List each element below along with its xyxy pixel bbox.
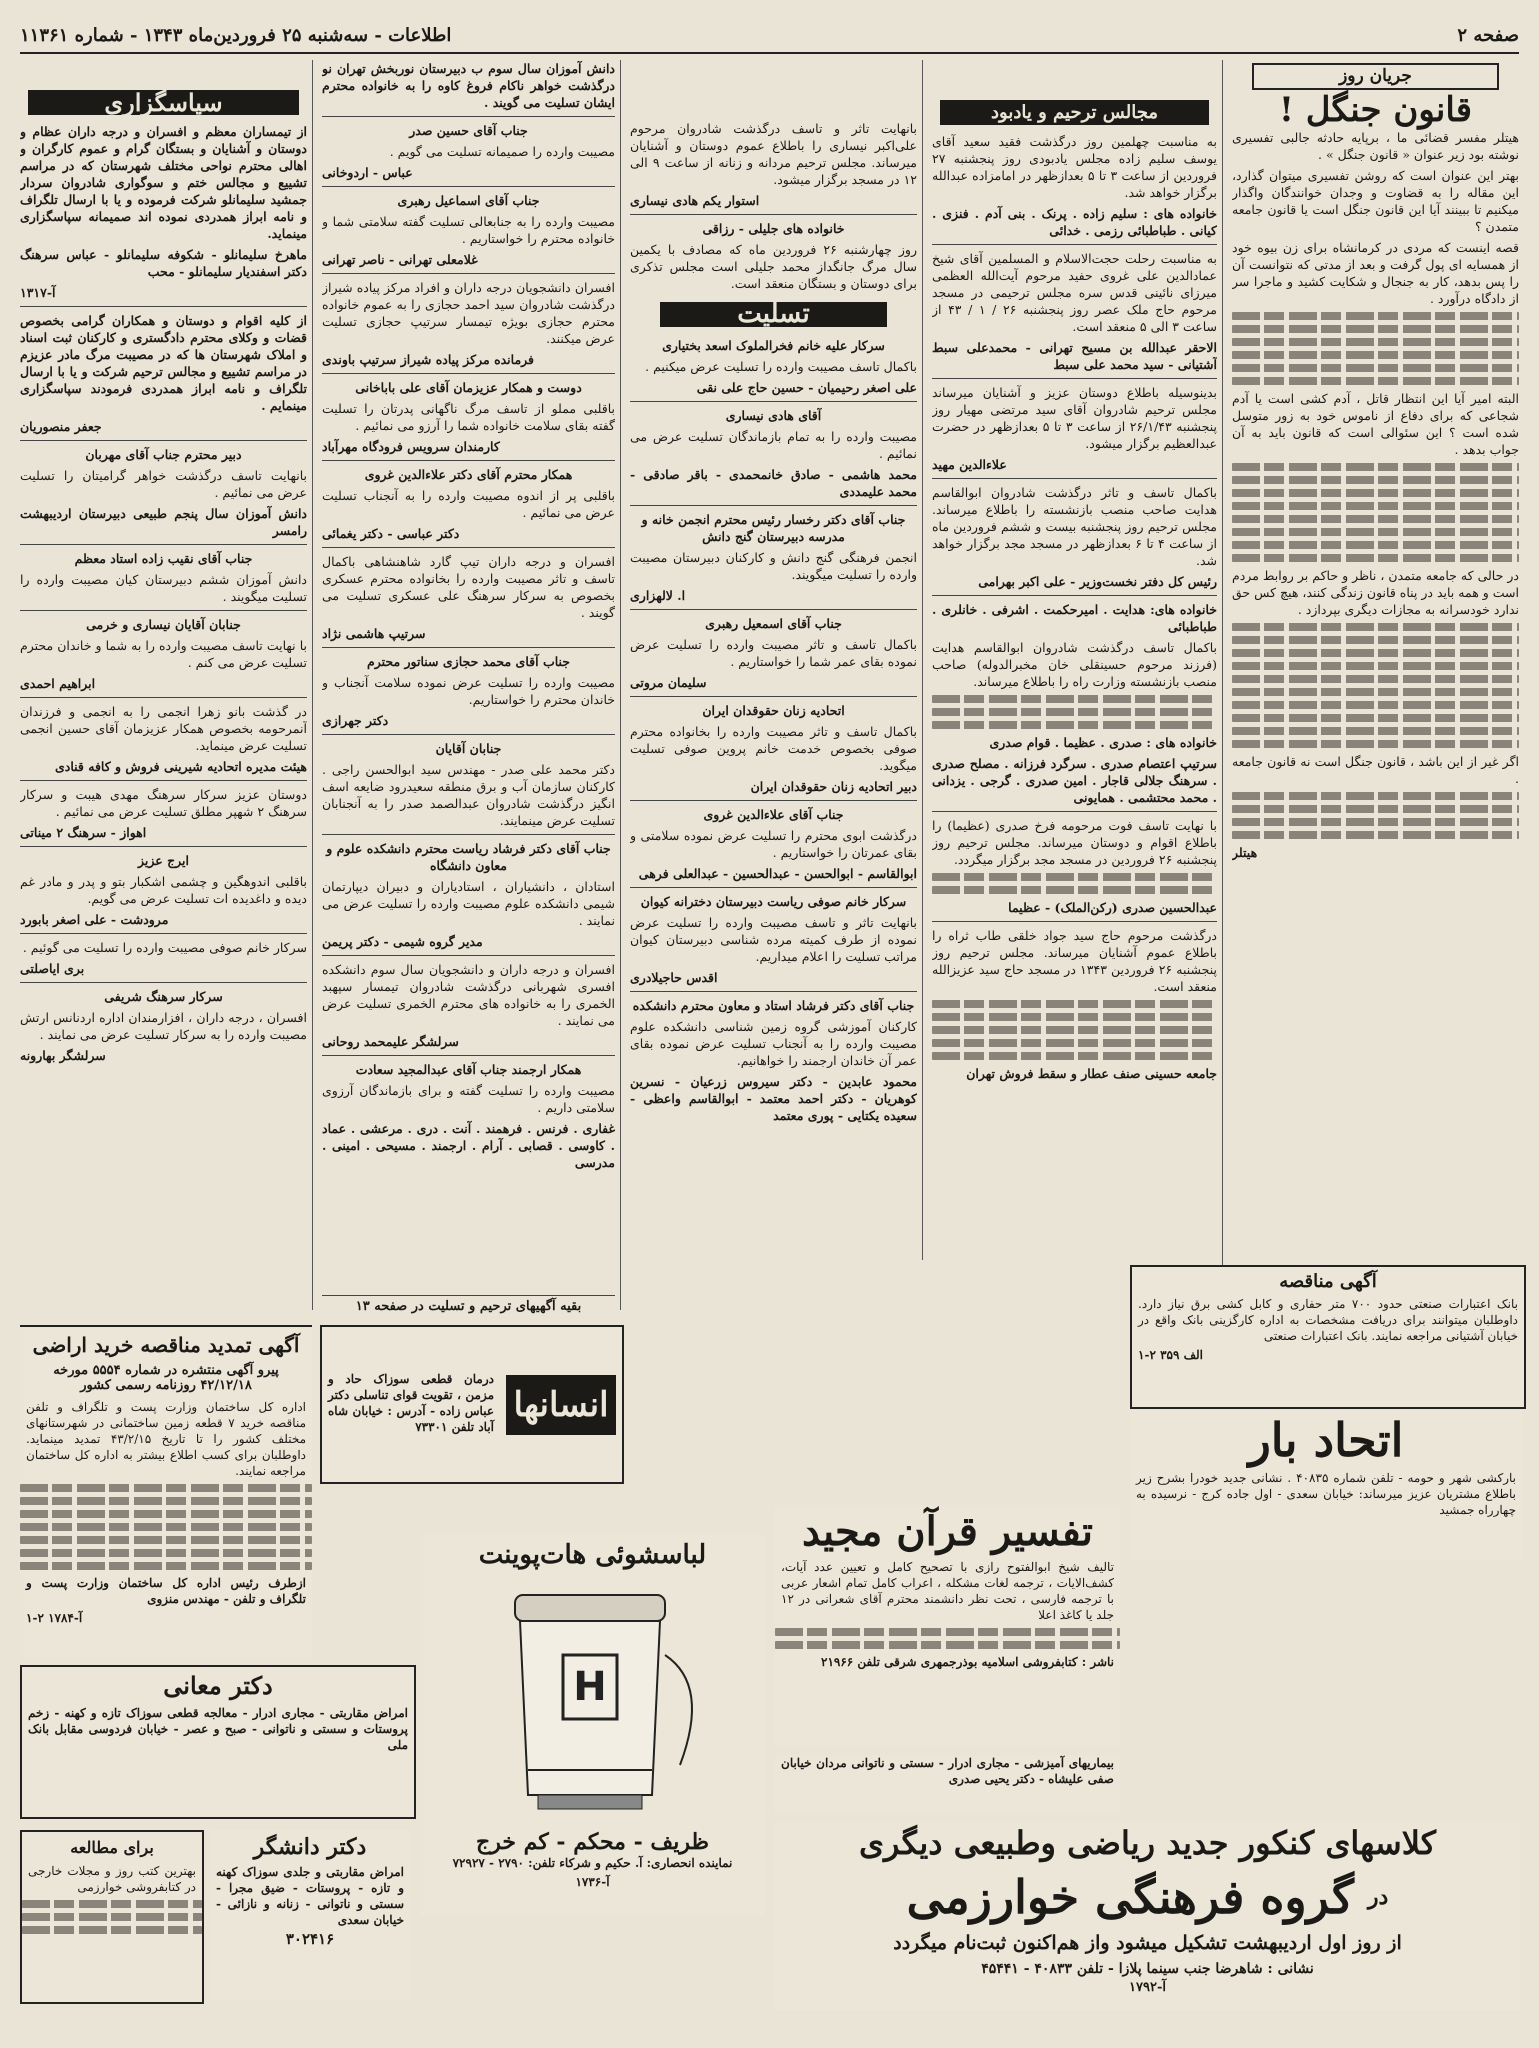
notice-heading: سرکار علیه خانم فخرالملوک اسعد بختیاری [662,338,885,353]
article-paragraph: قصه اینست که مردی در کرمانشاه برای زن بیوه خود از همسایه ای پول گرفت و بعد از مدتی که نتوانست آن را پس بدهد، کار به جنجال و شکایت کشید و ماجرا سر از دادگاه درآورد . [1232,240,1519,306]
notice-heading: جناب آقای دکتر فرشاد ریاست محترم دانشکده علوم و معاون دانشگاه [326,841,611,873]
ad-body: بیماریهای آمیزشی - مجاری ادرار - سستی و ناتوانی مردان خیابان صفی علیشاه - دکتر یحیی صدری [781,1756,1114,1786]
notice-text: باکمال تاسف و تاثر درگذشت شادروان ابوالقاسم هدایت صاحب منصب بازنشسته را باطلاع میرساند. مجلس ترحیم روز پنجشنبه بیست و ششم فروردین ماه از ساعت ۴ تا ۶ بعدازظهر در مسجد مجد برگزار خواهد شد. [932,485,1217,568]
ad-body: تالیف شیخ ابوالفتوح رازی با تصحیح کامل و تعیین عدد آیات، کشف‌الایات ، ترجمه لغات مشکله ، اعراب کامل تمام اشعار عربی با ترجمه فارسی ، تحت نظر دانشمند محترم آقای شعرانی در ۱۲ جلد یا کاغذ اعلا [781,1560,1114,1622]
washing-machine-icon [420,1575,765,1825]
notice-text: باقلبی پر از اندوه مصیبت وارده را به آنجناب تسلیت عرض می نمائیم . [322,488,615,520]
notice-text: باقلبی اندوهگین و چشمی اشکبار بتو و پدر و مادر غم دیده و داغدیده ات تسلیت عرض می گویم. [20,874,307,906]
ad-headline: کلاسهای کنکور جدید ریاضی وطبیعی دیگری [858,1824,1437,1862]
notice-signers: مدیر گروه شیمی - دکتر پریمن [322,934,483,949]
ad-body: امراض مقاربتی - مجاری ادرار - معالجه قطعی سوزاک تازه و کهنه - زخم پروستات و سستی و ناتوانی - صبح و عصر - خیابان فردوسی مقابل بانک ملی [28,1706,408,1752]
ad-publisher: ناشر : کتابفروشی اسلامیه بوذرجمهری شرقی تلفن ۲۱۹۶۶ [821,1655,1114,1669]
notice-text: دکتر محمد علی صدر - مهندس سید ابوالحسن راجی . کارکنان سازمان آب و برق منطقه سعیدرود ضایعه اسف انگیز درگذشت شادروان عبدالصمد صدر را به آنجنابان تسلیت عرض مینمایند. [322,762,615,828]
masthead-date: اطلاعات - سه‌شنبه ۲۵ فروردین‌ماه ۱۳۴۳ - شماره ۱۱۳۶۱ [20,24,452,46]
ad-code: الف ۳۵۹ ۲-۱ [1138,1348,1204,1362]
notice-signers: خانواده های: هدایت . امیرحکمت . اشرفی . خانلری . طباطبائی [932,602,1217,634]
page-number: صفحه ۲ [1457,24,1519,46]
column-taslit-2 [322,60,615,1285]
notice-signers: خانواده های : صدری . عظیما . قوام صدری [989,735,1217,750]
column-rule [312,60,313,1310]
notice-signers: کارمندان سرویس فرودگاه مهرآباد [322,439,500,454]
ad-code: آ-۱۷۸۴ ۲-۱ [26,1611,83,1625]
notice-heading: جناب آقای دکتر فرشاد استاد و معاون محترم دانشکده [632,998,915,1013]
notice-signers: غفاری . فرنس . فرهمند . آنت . دری . مرعشی . عماد . کاوسی . قصابی . آرام . ارجمند . مسیحی . امینی . مدرسی [322,1121,615,1170]
hotpoint-washer-ad [420,1535,765,1915]
notice-signers: خانواده های : سلیم زاده . پرنک . بنی آدم . فنزی . کیانی . طباطبائی رزمی . خدائی [932,206,1217,238]
notice-text: افسران ، درجه داران ، افزارمندان اداره اردنانس ارتش مصیبت وارده را به سرکار تسلیت عرض می نمایند . [20,1010,307,1042]
notice-signers: سرتیپ اعتصام صدری . سرگرد فرزانه . مصلح صدری . سرهنگ جلالی قاجار . امین صدری . گرجی . یزدانی . محمد محتشمی . همایونی [932,756,1217,805]
ad-title: برای مطالعه [70,1838,154,1857]
notice-heading: جناب آقای اسماعیل رهبری [397,193,540,208]
notice-heading: ایرج عزیز [137,853,189,868]
notice-heading: جناب آقای اسمعیل رهبری [705,616,842,631]
ad-subtitle: از روز اول اردیبهشت تشکیل میشود واز هم‌اکنون ثبت‌نام میگردد [893,1932,1402,1954]
notice-text: باکمال تاسف درگذشت شادروان ابوالقاسم هدایت (فرزند مرحوم حسینقلی خان مخبرالدوله) صاحب منصب بازنشسته وزارت راه را باطلاع میرساند. [932,640,1217,689]
quran-tafsir-ad [775,1505,1120,1745]
notice-text: از کلیه اقوام و دوستان و همکاران گرامی بخصوص قضات و وکلای محترم دادگستری و کارکنان ثبت اسناد و املاک شهرستان ها که در مصیبت مرگ مادر عزیزم در مراسم تشییع و مجالس ترحیم شرکت و یا با ارسال تلگراف و نامه ابراز همدردی فرمودند سپاسگزاری مینمایم . [20,313,307,413]
notice-heading: جناب آقای دکتر رخسار رئیس محترم انجمن خانه و مدرسه دبیرستان گنج دانش [641,512,906,544]
notice-text: دانش آموزان سال سوم ب دبیرستان نوربخش تهران نو درگذشت خواهر ناکام فروغ کاوه را به خانواده محترم ایشان تسلیت می گویند . [322,61,615,110]
notice-text: مصیبت وارده را به تمام بازماندگان تسلیت عرض می نمائیم . [630,429,917,461]
ad-phone: ۳۰۲۴۱۶ [285,1930,335,1948]
section-box-title: جریان روز [1252,63,1499,90]
notice-heading: جناب آقای حسین صدر [409,123,528,138]
notice-text: افسران و درجه داران تیپ گارد شاهنشاهی باکمال تاسف و تاثر مصیبت وارده را بخانواده محترم عسکری بخصوص به سرکار سرهنگ علی عسکری تسلیت می گویند . [322,554,615,620]
notice-text: مصیبت وارده را تسلیت عرض نموده سلامت آنجناب و خاندان محترم را خواستاریم. [322,675,615,707]
notice-text: روز چهارشنبه ۲۶ فروردین ماه که مصادف با یکمین سال مرگ جانگداز محمد جلیلی است مجلس تذکری برای دوستان و بستگان منعقد است. [630,242,917,291]
notice-signers: دبیر اتحادیه زنان حقوقدان ایران [750,779,917,794]
ensanha-ad [320,1325,624,1484]
bookstore-ad [20,1830,204,2004]
notice-text: درگذشت ابوی محترم را تسلیت عرض نموده سلامتی و بقای عمرتان را خواستاریم . [630,828,917,860]
column-majales [932,60,1217,1275]
notice-signers: دانش آموزان سال پنجم طبیعی دبیرستان اردیبهشت رامسر [20,506,307,538]
kharazmi-classes-ad [775,1820,1520,2010]
notice-text: بدینوسیله باطلاع دوستان عزیز و آشنایان میرساند مجلس ترحیم شادروان آقای سید مرتضی مهیار روز پنجشنبه ۲۶/۱/۴۳ از ساعت ۳ تا ۵ بعدازظهر در حضرت عبدالعظیم برگزار میشود. [932,385,1217,451]
ad-body: درمان قطعی سوزاک حاد و مزمن ، تقویت قوای تناسلی دکتر عباس زاده - آدرس : خیابان شاه آباد تلفن ۷۳۳۰۱ [328,1372,494,1434]
page-header [20,18,1519,54]
notice-text: مصیبت وارده را صمیمانه تسلیت می گویم . [389,144,615,159]
notice-heading: سرکار سرهنگ شریفی [104,989,223,1004]
notice-text: افسران و درجه داران و دانشجویان سال سوم دانشکده افسری شهربانی درگذشت شادروان تیمسار سپهبد الخمری را به خانواده های محترم الخمری تسلیت عرض می نمایند . [322,962,615,1028]
ittihad-bar-ad [1130,1410,1522,1560]
section-banner: سپاسگزاری [28,90,299,115]
notice-signers: سرلشگر علیمحمد روحانی [322,1034,459,1049]
notice-code: آ-۱۳۱۷ [20,285,56,300]
notice-text: دوستان عزیز سرکار سرهنگ مهدی هیبت و سرکار سرهنگ ۲ شهپر مطلق تسلیت عرض می نمائیم . [20,787,307,819]
article-paragraph: بهتر این عنوان است که روشن تفسیری میتوان گذارد، این مقاله را به قضاوت و وجدان خوانندگان واگذار میکنیم تا ببینند آیا این قانون جنگل است یا قانون جامعه متمدن ؟ [1232,168,1519,234]
notice-signers: دکتر عباسی - دکتر یغمائی [322,526,460,541]
notice-heading: خانواده های جلیلی - رزاقی [702,221,845,236]
notice-text: افسران دانشجویان درجه داران و افراد مرکز پیاده شیراز درگذشت شادروان سید احمد حجازی را به عموم خانواده محترم حجازی بویژه تیمسار سرتیپ حجازی تسلیت عرض میکنند. [322,280,615,346]
notice-signers: بری ایاصلتی [20,961,85,976]
notice-signers: علی اصغر رحیمیان - حسین حاج علی نقی [696,380,917,395]
ad-title: آگهی تمدید مناقصه خرید اراضی [32,1333,300,1357]
notice-text: بانهایت تاثر و تاسف مصیبت وارده را تسلیت عرض نموده از طرف کمیته مرده شناسی دبیرستان کیوان مراتب تسلیت را اعلام میداریم. [630,915,917,964]
notice-signers: هیئت مدیره اتحادیه شیرینی فروش و کافه قنادی [55,759,307,774]
notice-heading: اتحادیه زنان حقوقدان ایران [702,703,845,718]
notice-text: مصیبت وارده را تسلیت گفته و برای بازماندگان آرزوی سلامتی داریم . [322,1083,615,1115]
article-title: قانون جنگل ! [1278,90,1472,130]
article-paragraph: هیتلر مفسر قضائی ما ، برپایه حادثه جالبی تفسیری نوشته بود زیر عنوان « قانون جنگل » . [1232,130,1519,162]
notice-signers: ماهرخ سلیمانلو - شکوفه سلیمانلو - عباس سرهنگ دکتر اسفندیار سلیمانلو - محب [20,247,307,279]
notice-signers: مرودشت - علی اصغر بابورد [20,912,169,927]
column-taslit [630,60,917,1275]
notice-signers: الاحقر عبدالله بن مسیح تهرانی - محمدعلی سبط آشتیانی - سید محمد علی سبط [932,340,1217,372]
ad-title: اتحاد بار [1248,1413,1404,1467]
notice-text: باکمال تاسف مصیبت وارده را تسلیت عرض میکنیم . [645,359,917,374]
notice-text: با نهایت تاسف فوت مرحومه فرخ صدری (عظیما) را باطلاع اقوام و دوستان میرساند. مجلس ترحیم روز پنجشنبه ۲۶ فروردین در مسجد مجد برگزار میگردد. [932,818,1217,867]
notice-text: انجمن فرهنگی گنج دانش و کارکنان دبیرستان مصیبت وارده را تسلیت میگویند. [630,550,917,582]
notice-signers: سرلشگر بهارونه [20,1048,106,1063]
ad-code: آ-۱۷۳۶ [575,1875,610,1889]
notice-text: باکمال تاسف و تاثر مصیبت وارده را بخانواده محترم صوفی بخصوص خدمت خانم پروین صوفی تسلیت میگوید. [630,724,917,773]
continued-note: بقیه آگهیهای ترحیم و تسلیت در صفحه ۱۳ [322,1295,615,1314]
tender-ad-bank [1130,1265,1526,1409]
notice-heading: دوست و همکار عزیزمان آقای علی باباخانی [355,380,582,395]
notice-heading: همکار ارجمند جناب آقای عبدالمجید سعادت [355,1062,582,1077]
column-rule [620,60,621,1310]
notice-text: در گذشت بانو زهرا انجمی را به انجمی و فرزندان آنمرحومه بخصوص همکار عزیزمان آقای حسین انجمی تسلیت عرض مینماید. [20,704,307,753]
section-banner: تسلیت [660,302,887,327]
notice-text: از تیمساران معظم و افسران و درجه داران عظام و دوستان و آشنایان و بستگان گرام و عموم کارگران و اهالی محترم نواحی مختلف شهرستان که در مراسم تشییع و مجالس ختم و سوگواری شادروان سردار جمشید سلیمانلو شرکت فرموده و یا با ارسال تلگراف و نامه ابراز همدردی نموده اند صمیمانه سپاسگزاری مینماید. [20,124,307,241]
notice-text: بانهایت تاثر و تاسف درگذشت شادروان مرحوم علی‌اکبر نیساری را باطلاع عموم دوستان و آشنایان میرساند. مجلس ترحیم مردانه و زنانه از ساعت ۹ الی ۱۲ در مسجد برگزار میشود. [630,121,917,187]
ad-title: دکتر معانی [163,1671,273,1700]
notice-signers: جعفر منصوریان [20,419,102,434]
column-rule [1222,60,1223,1330]
notice-signers: اهواز - سرهنگ ۲ میناتی [20,825,147,840]
notice-text: به مناسبت چهلمین روز درگذشت فقید سعید آقای یوسف سلیم زاده مجلس یادبودی روز پنجشنبه ۲۷ فروردین از ساعت ۳ تا ۵ بعدازظهر در امامزاده عبدالله برگزار خواهد شد. [932,134,1217,200]
dr-sadri-ad [775,1755,1120,1815]
land-tender-ad [20,1325,312,1657]
notice-signers: علاءالدین مهید [932,457,1007,472]
notice-text: بانهایت تاسف درگذشت خواهر گرامیتان را تسلیت عرض می نمائیم . [20,468,307,500]
notice-text: باکمال تاسف و تاثر مصیبت وارده را تسلیت عرض نموده بقای عمر شما را خواستاریم . [630,637,917,669]
ad-title: آگهی مناقصه [1279,1271,1377,1292]
ad-title: تفسیر قرآن مجید [801,1508,1094,1555]
notice-text: کارکنان آموزشی گروه زمین شناسی دانشکده علوم مصیبت وارده را به آنجناب تسلیت عرض نموده بقای عمر آن خاندان ارجمند را خواهانیم. [630,1019,917,1068]
column-sepasgozari [20,60,307,1310]
notice-signers: استوار یکم هادی نیساری [630,193,760,208]
section-banner: مجالس ترحیم و یادبود [940,100,1209,125]
notice-text: مصیبت وارده را به جنابعالی تسلیت گفته سلامتی شما و خانواده محترم را خواستاریم . [322,214,615,246]
ad-agent: نماینده انحصاری: آ. حکیم و شرکاء تلفن: ۲۷۹۰ - ۷۲۹۲۷ [452,1856,733,1870]
notice-heading: جناب آقای نقیب زاده استاد معظم [74,551,253,566]
notice-signers: محمود عابدین - دکتر سیروس زرعیان - نسرین کوهریان - دکتر احمد معتمد - ابوالقاسم واعظی - سعیده یکتایی - پوری معتمد [630,1074,917,1123]
ad-prefix: در [1367,1884,1389,1910]
notice-heading: جناب آقای محمد حجازی سناتور محترم [366,654,571,669]
notice-signers: رئیس کل دفتر نخست‌وزیر - علی اکبر بهرامی [978,574,1217,589]
column-rule [922,60,923,1260]
ad-address: نشانی : شاهرضا جنب سینما پلازا - تلفن ۴۰۸۳۳ - ۴۵۴۴۱ [981,1961,1314,1977]
ad-logo: انسانها [506,1375,616,1435]
dr-maani-ad [20,1665,416,1819]
notice-heading: همکار محترم آقای دکتر علاءالدین غروی [364,467,573,482]
notice-text: باقلبی مملو از تاسف مرگ ناگهانی پدرتان را تسلیت گفته بقای سلامت خانواده شما را آرزو می نمائیم . [322,401,615,433]
dr-daneshgar-ad [210,1830,410,2000]
notice-signers: ابراهیم احمدی [20,676,96,691]
notice-signers: دکتر جهرازی [322,713,389,728]
notice-heading: جنابان آقایان نیساری و خرمی [86,617,241,632]
ad-body: بارکشی شهر و حومه - تلفن شماره ۴۰۸۳۵ . نشانی جدید خودرا بشرح زیر باطلاع مشتریان عزیز میرساند: خیابان سعدی - اول جاده کرج - نرسیده به چهارراه جمشید [1136,1471,1517,1517]
notice-text: با نهایت تاسف مصیبت وارده را به شما و خاندان محترم تسلیت عرض می کنم . [20,638,307,670]
ad-body: بانک اعتبارات صنعتی حدود ۷۰۰ متر حفاری و کابل کشی برق نیاز دارد. داوطلبان میتوانند برای دریافت مشخصات به اداره کارگزینی بانک واقع در خیابان آشتیانی مراجعه نمایند. بانک اعتبارات صنعتی [1138,1297,1519,1343]
notice-heading: جنابان آقایان [435,741,502,756]
ad-code: آ-۱۷۹۲ [1129,1980,1166,1995]
ad-signature: ازطرف رئیس اداره کل ساختمان وزارت پست و تلگراف و تلفن - مهندس منزوی [26,1576,306,1606]
notice-signers: اقدس حاجیلادری [630,970,718,985]
ad-body: اداره کل ساختمان وزارت پست و تلگراف و تلفن مناقصه خرید ۷ قطعه زمین ساختمانی در شهرستانهای مختلف کشور را تا تاریخ ۴۳/۲/۱۵ تمدید مینماید. داوطلبان برای کسب اطلاع بیشتر به اداره کل ساختمان مراجعه نمایند. [26,1400,307,1478]
ad-title: دکتر دانشگر [253,1834,367,1860]
ad-slogan: ظریف - محکم - کم خرج [476,1829,709,1855]
article-paragraph: البته امیر آیا این انتظار قاتل ، آدم کشی است یا آدم شجاعی که برای دفاع از ناموس خود به زور متوسل شده است ؟ این سئوالی است که قانون باید به آن جواب بدهد . [1232,391,1519,457]
svg-text:H: H [573,1664,607,1710]
notice-signers: عبدالحسین صدری (رکن‌الملک) - عظیما [1008,900,1217,915]
notice-heading: سرکار خانم صوفی ریاست دبیرستان دخترانه کیوان [640,894,907,909]
article-signature: هیتلر [1232,845,1258,860]
ad-title: گروه فرهنگی خوارزمی [906,1870,1354,1924]
notice-signers: سلیمان مروتی [630,675,707,690]
ad-body: امراض مقاربتی و جلدی سوزاک کهنه و تازه - پروستات - ضیق مجرا - سستی و ناتوانی - زنانه و نازائی - خیابان سعدی [216,1865,404,1927]
notice-text: درگذشت مرحوم حاج سید جواد خلقی طاب ثراه را باطلاع عموم آشنایان میرساند. مجلس ترحیم روز پنجشنبه ۲۶ فروردین ۱۳۴۳ در مسجد حاج سید عزیزالله منعقد است. [932,928,1217,994]
notice-signers: جامعه حسینی صنف عطار و سقط فروش تهران [966,1066,1217,1081]
notice-heading: دبیر محترم جناب آقای مهربان [85,447,242,462]
notice-heading: آقای هادی نیساری [725,408,822,423]
ad-title: لباسشوئی هات‌پوینت [478,1540,707,1570]
ad-subtitle: پیرو آگهی منتشره در شماره ۵۵۵۴ مورخه ۴۲/۱۲/۱۸ روزنامه رسمی کشور [53,1363,279,1393]
notice-text: به مناسبت رحلت حجت‌الاسلام و المسلمین آقای شیخ عمادالدین علی غروی حفید مرحوم آیت‌الله العظمی میرزای نائینی قدس سره مجلس ترحیمی در مسجد مرحوم حاج ملک عصر روز پنجشنبه ۲۶ / ۱ / ۴۳ از ساعت ۳ الی ۵ منعقد است. [932,251,1217,334]
notice-text: سرکار خانم صوفی مصیبت وارده را تسلیت می گوئیم . [22,940,307,955]
notice-signers: غلامعلی تهرانی - ناصر تهرانی [322,252,478,267]
notice-text: استادان ، دانشیاران ، استادیاران و دبیران دیپارتمان شیمی دانشکده علوم مصیبت وارده را تسلیت عرض می نمایند . [322,879,615,928]
notice-signers: فرمانده مرکز پیاده شیراز سرتیپ باوندی [322,352,535,367]
notice-signers: محمد هاشمی - صادق خانمحمدی - باقر صادقی - محمد علیمددی [630,467,917,499]
article-paragraph: اگر غیر از این باشد ، قانون جنگل است نه قانون جامعه . [1232,754,1519,786]
notice-signers: سرتیپ هاشمی نژاد [322,626,426,641]
ad-body: بهترین کتب روز و مجلات خارجی در کتابفروشی خوارزمی [28,1864,196,1894]
notice-signers: ابوالقاسم - ابوالحسن - عبدالحسین - عبدالعلی فرهی [638,866,917,881]
notice-signers: ا. لالهزاری [630,588,686,603]
article-paragraph: در حالی که جامعه متمدن ، ناظر و حاکم بر روابط مردم است و همه باید در پناه قانون زندگی کنند، هیچ کس حق ندارد خودسرانه به مجازات دیگری بپردازد . [1232,568,1519,617]
notice-signers: عباس - اردوخانی [322,165,413,180]
notice-heading: جناب آقای علاءالدین غروی [703,807,844,822]
notice-text: دانش آموزان ششم دبیرستان کیان مصیبت وارده را تسلیت میگویند . [20,572,307,604]
